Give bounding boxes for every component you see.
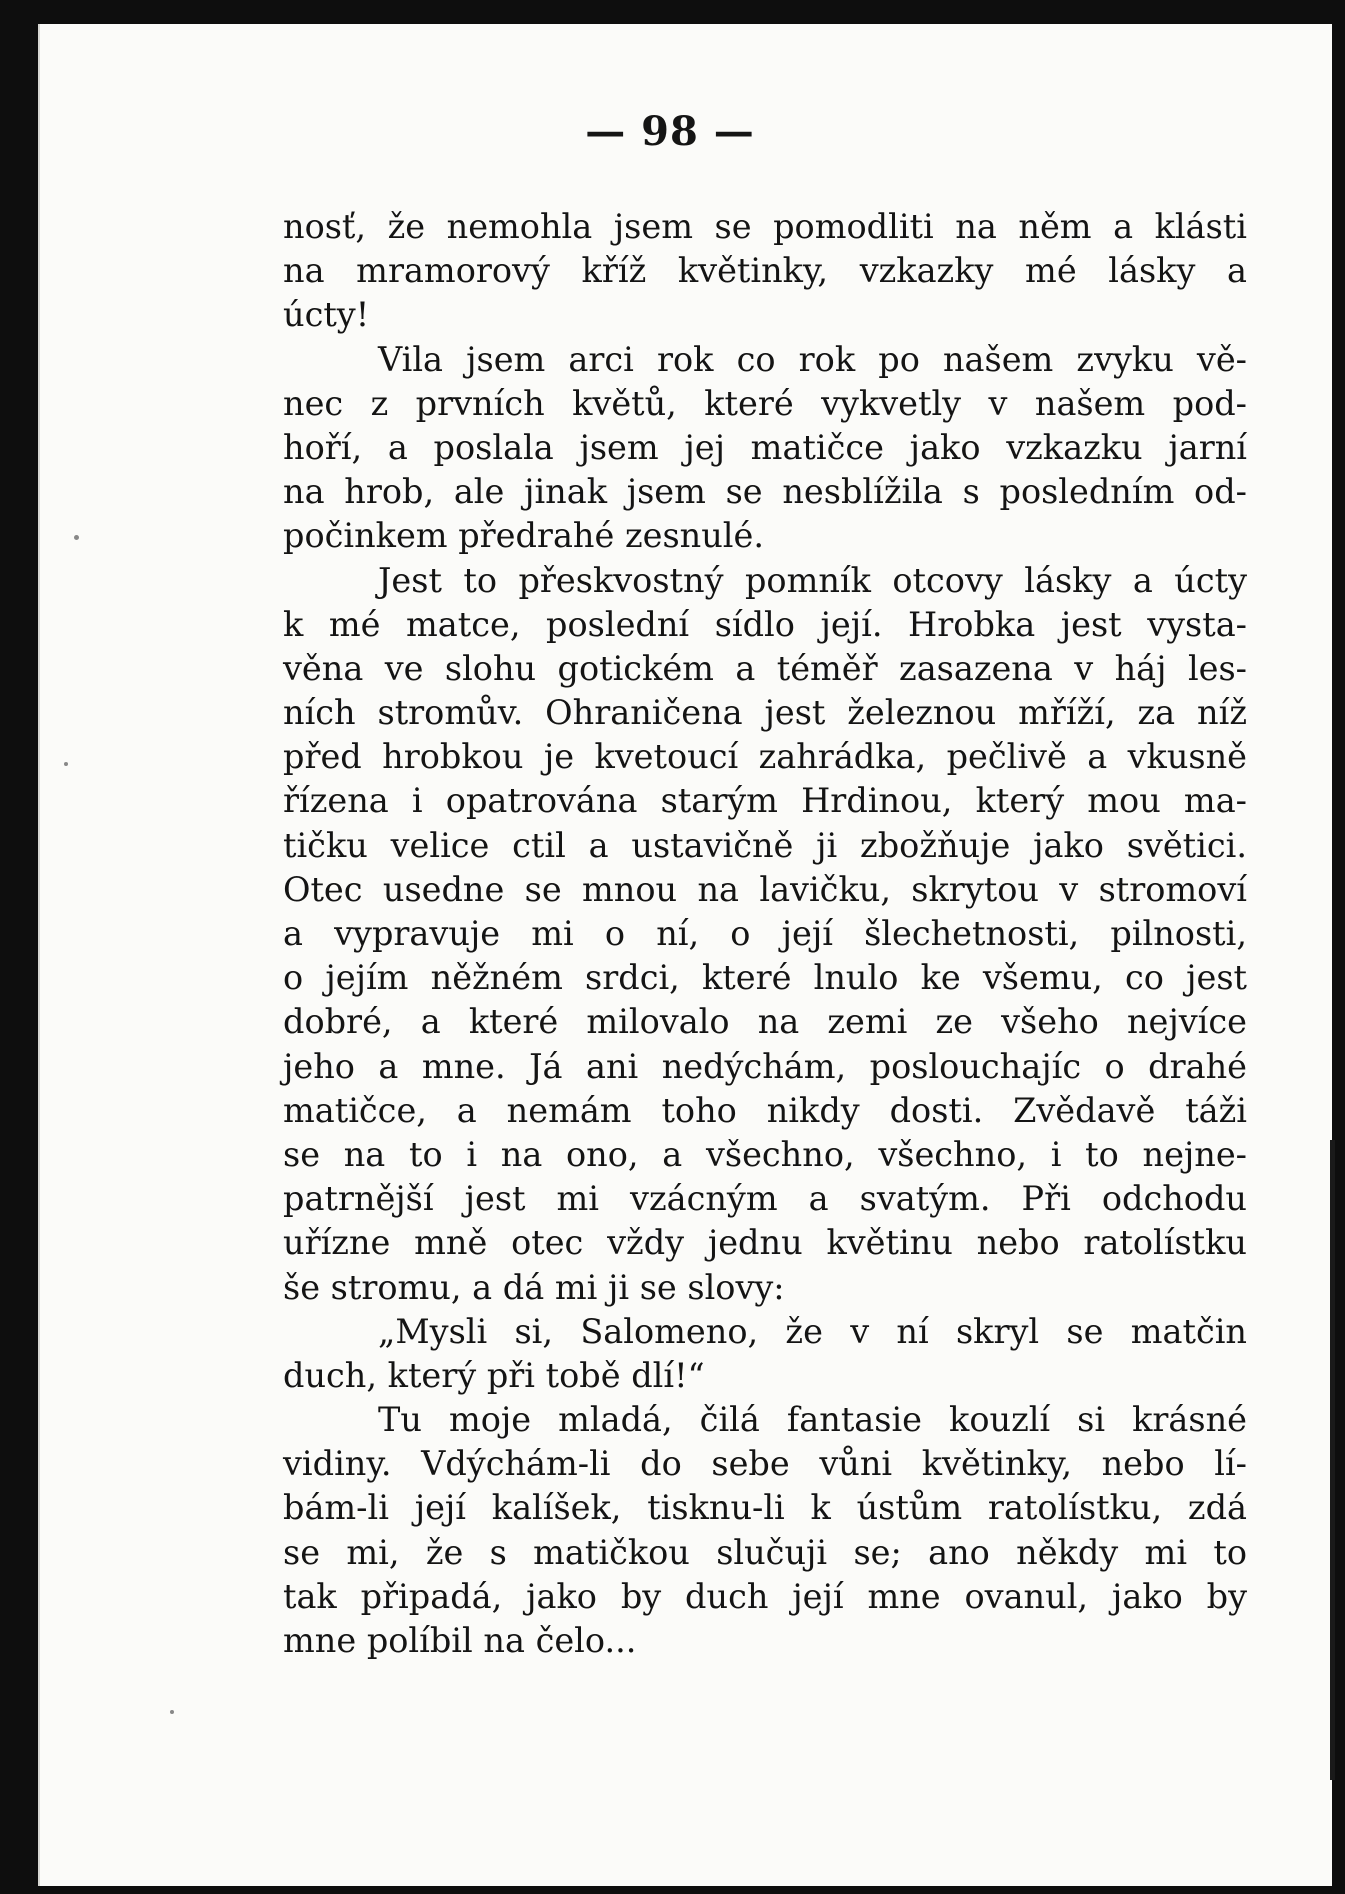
text-line: o jejím něžném srdci, které lnulo ke všemu, co jest xyxy=(283,958,1247,998)
text-line: tak připadá, jako by duch její mne ovanul, jako by xyxy=(283,1576,1247,1616)
text-line: dobré, a které milovalo na zemi ze všeho nejvíce xyxy=(283,1002,1247,1042)
paper-speck xyxy=(170,1710,174,1714)
text-line: mne políbil na čelo... xyxy=(283,1621,637,1660)
text-line: še stromu, a dá mi ji se slovy: xyxy=(283,1267,785,1307)
text-line: jeho a mne. Já ani nedýchám, poslouchajíc o drahé xyxy=(283,1046,1247,1086)
text-line: nec z prvních květů, které vykvetly v našem pod- xyxy=(283,383,1247,423)
text-line: Jest to přeskvostný pomník otcovy lásky a úcty xyxy=(378,560,1247,600)
text-line: k mé matce, poslední sídlo její. Hrobka jest vysta- xyxy=(283,604,1247,644)
text-line: vidiny. Vdýchám-li do sebe vůni květinky, nebo lí- xyxy=(283,1444,1247,1484)
text-line: nosť, že nemohla jsem se pomodliti na něm a klásti xyxy=(283,207,1247,246)
page-number: — 98 — xyxy=(585,108,755,155)
text-line: patrnější jest mi vzácným a svatým. Při odchodu xyxy=(283,1179,1247,1219)
text-line: bám-li její kalíšek, tisknu-li k ústům ratolístku, zdá xyxy=(283,1488,1247,1528)
text-line: se na to i na ono, a všechno, všechno, i to nejne- xyxy=(283,1134,1247,1174)
text-line: duch, který při tobě dlí!“ xyxy=(283,1355,705,1395)
text-line: na mramorový kříž květinky, vzkazky mé lásky a xyxy=(283,251,1247,291)
text-line: ních stromův. Ohraničena jest železnou mříží, za níž xyxy=(283,693,1247,733)
paper-speck xyxy=(64,762,68,766)
text-line: tičku velice ctil a ustavičně ji zbožňuje jako světici. xyxy=(283,825,1247,865)
text-line: „Mysli si, Salomeno, že v ní skryl se matčin xyxy=(378,1311,1247,1351)
text-line: Vila jsem arci rok co rok po našem zvyku vě- xyxy=(378,339,1247,379)
text-line: před hrobkou je kvetoucí zahrádka, pečlivě a vkusně xyxy=(283,737,1247,777)
body-text xyxy=(283,205,1247,1663)
page-edge-shadow xyxy=(1330,1140,1335,1780)
text-line: Otec usedne se mnou na lavičku, skrytou v stromoví xyxy=(283,869,1247,909)
text-line: hoří, a poslala jsem jej matičce jako vzkazku jarní xyxy=(283,427,1247,467)
text-line: na hrob, ale jinak jsem se nesblížila s posledním od- xyxy=(283,472,1247,512)
text-line: počinkem předrahé zesnulé. xyxy=(283,516,764,556)
text-line: věna ve slohu gotickém a téměř zasazena v háj les- xyxy=(283,648,1247,688)
text-line: a vypravuje mi o ní, o její šlechetnosti, pilnosti, xyxy=(283,914,1247,953)
paper-speck xyxy=(74,535,79,540)
text-line: se mi, že s matičkou slučuji se; ano někdy mi to xyxy=(283,1532,1247,1572)
text-line: řízena i opatrována starým Hrdinou, který mou ma- xyxy=(283,781,1247,821)
text-line: uřízne mně otec vždy jednu květinu nebo ratolístku xyxy=(283,1223,1247,1263)
text-line: úcty! xyxy=(283,295,370,335)
text-line: matičce, a nemám toho nikdy dosti. Zvědavě táži xyxy=(283,1090,1247,1130)
text-line: Tu moje mladá, čilá fantasie kouzlí si krásné xyxy=(378,1400,1247,1440)
